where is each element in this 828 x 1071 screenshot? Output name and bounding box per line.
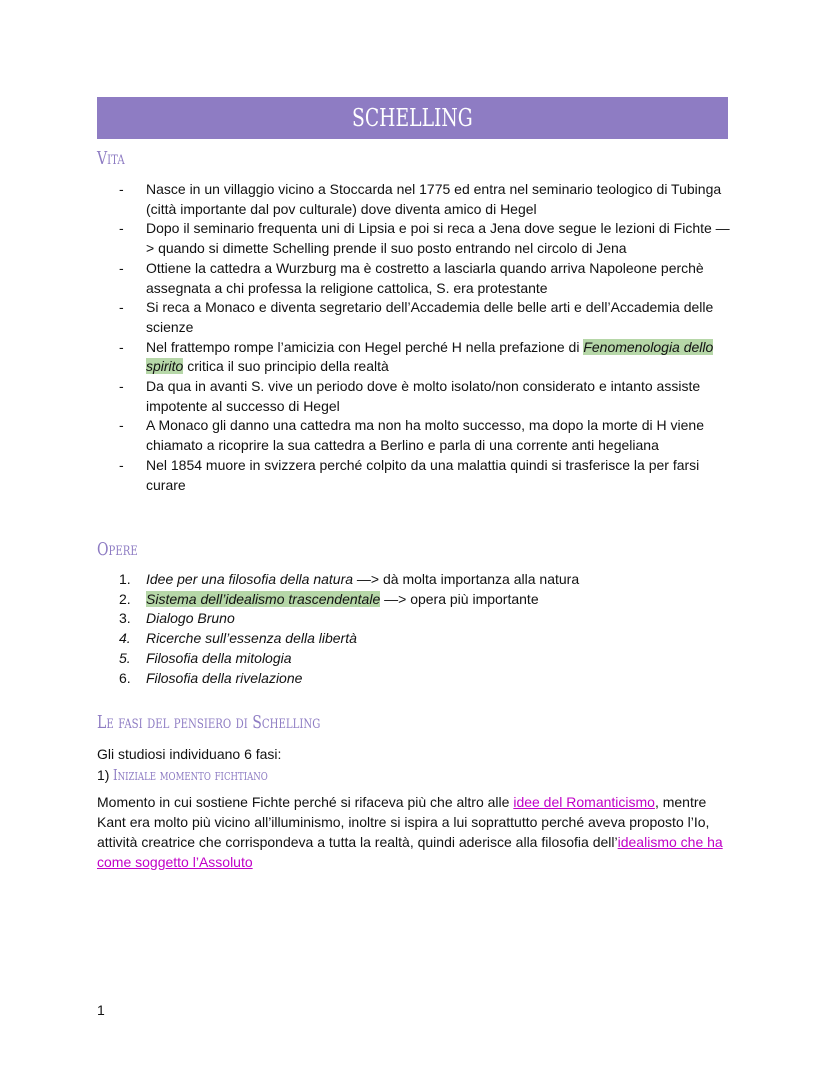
page-title: SCHELLING xyxy=(97,97,728,139)
highlighted-work-title: Fenomenologia dello spirito xyxy=(146,338,714,375)
list-item: - Si reca a Monaco e diventa segretario dell’Accademia delle belle arti e dell’Accademia delle scienze xyxy=(119,299,714,335)
list-item: - Dopo il seminario frequenta uni di Lipsia e poi si reca a Jena dove segue le lezioni di Fichte —> quando si dimette Schelling prende il suo posto entrando nel circolo di Jena xyxy=(119,220,730,257)
list-item: 3. Dialogo Bruno xyxy=(119,610,235,627)
list-item: - Da qua in avanti S. vive un periodo dove è molto isolato/non considerato e intanto assiste impotente al successo di Hegel xyxy=(119,378,701,414)
list-item: - Ottiene la cattedra a Wurzburg ma è costretto a lasciarla quando arriva Napoleone perchè assegnata a chi professa la religione cattolica, S. era protestante xyxy=(119,259,704,296)
list-item: 5. Filosofia della mitologia xyxy=(119,649,292,666)
list-item: 6. Filosofia della rivelazione xyxy=(119,669,303,686)
fasi-intro: Gli studiosi individuano 6 fasi: xyxy=(97,746,282,762)
heading-opere: Opere xyxy=(97,539,138,560)
link-idealismo-assoluto[interactable]: idealismo che ha come soggetto l’Assoluto xyxy=(97,834,723,870)
page-number: 1 xyxy=(97,1002,105,1018)
heading-fasi: Le fasi del pensiero di Schelling xyxy=(97,712,321,733)
phase-1-paragraph: Momento in cui sostiene Fichte perché si rifaceva più che altro alle idee del Romanticismo, mentre Kant era molto più vicino all’illuminismo, inoltre si ispira a lui soprattutto perché aveva proposto l’Io, attività creatrice che corrispondeva a tutta la realtà, quindi aderisce alla filosofia dell’idealismo che ha come soggetto l’Assoluto xyxy=(97,794,723,870)
list-item: - A Monaco gli danno una cattedra ma non ha molto successo, ma dopo la morte di H viene chiamato a ricoprire la sua cattedra a Berlino e parla di una corrente anti hegeliana xyxy=(119,417,704,454)
list-item: - Nel frattempo rompe l’amicizia con Hegel perché H nella prefazione di Fenomenologia dello spirito critica il suo principio della realtà xyxy=(119,338,714,375)
link-idee-romanticismo[interactable]: idee del Romanticismo xyxy=(513,794,655,810)
list-item: 1. Idee per una filosofia della natura —> dà molta importanza alla natura xyxy=(119,571,580,587)
list-item: 2. Sistema dell’idealismo trascendentale —> opera più importante xyxy=(119,590,539,607)
list-item: - Nasce in un villaggio vicino a Stoccarda nel 1775 ed entra nel seminario teologico di Tubinga (città importante dal pov culturale) dove diventa amico di Hegel xyxy=(119,181,722,217)
opere-list xyxy=(97,570,737,688)
phase-1-heading: 1) Iniziale momento fichtiano xyxy=(97,766,269,784)
vita-list xyxy=(97,180,737,495)
list-item: - Nel 1854 muore in svizzera perché colpito da una malattia quindi si trasferisce la per farsi curare xyxy=(119,456,700,493)
list-item: 4. Ricerche sull’essenza della libertà xyxy=(119,630,357,647)
heading-vita: Vita xyxy=(97,148,125,169)
